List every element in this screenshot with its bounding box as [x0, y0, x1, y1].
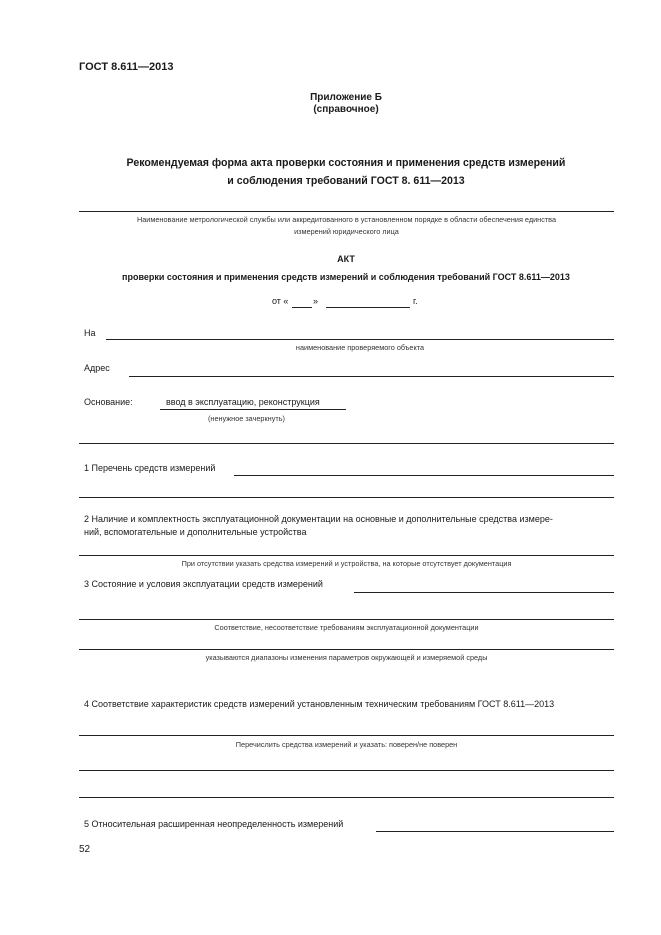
appendix-subtitle: (справочное)	[313, 104, 379, 115]
blank-line[interactable]	[79, 443, 614, 444]
na-label: На	[84, 328, 96, 338]
appendix-title: Приложение Б	[310, 92, 382, 103]
section-1-field[interactable]	[234, 475, 614, 476]
act-heading: АКТ	[337, 254, 355, 264]
form-title-line2: и соблюдения требований ГОСТ 8. 611—2013	[227, 175, 465, 187]
basis-field[interactable]	[160, 409, 346, 410]
address-field[interactable]	[129, 376, 614, 377]
date-suffix: г.	[413, 296, 418, 306]
org-caption-line1: Наименование метрологической службы или аккредитованного в установленном порядке в области обеспечения единства	[136, 215, 557, 224]
object-name-field[interactable]	[106, 339, 614, 340]
section-3-line2[interactable]	[79, 619, 614, 620]
date-day-field[interactable]	[292, 307, 312, 308]
section-3-caption1: Соответствие, несоответствие требованиям эксплуатационной документации	[214, 623, 479, 632]
section-1-line2[interactable]	[79, 497, 614, 498]
section-2-line2: ний, вспомогательные и дополнительные устройства	[84, 527, 307, 537]
page-number: 52	[79, 844, 91, 855]
section-5-field[interactable]	[376, 831, 614, 832]
basis-caption: (ненужное зачеркнуть)	[208, 414, 285, 423]
standard-header: ГОСТ 8.611—2013	[79, 61, 174, 73]
section-3-label: 3 Состояние и условия эксплуатации средств измерений	[84, 579, 323, 589]
section-4-line2[interactable]	[79, 770, 614, 771]
section-3-line3[interactable]	[79, 649, 614, 650]
org-name-line[interactable]	[79, 211, 614, 212]
basis-value: ввод в эксплуатацию, реконструкция	[166, 397, 320, 407]
section-5-label: 5 Относительная расширенная неопределенность измерений	[84, 819, 344, 829]
section-2-line1: 2 Наличие и комплектность эксплуатационной документации на основные и дополнительные средства измере-	[84, 514, 553, 524]
section-4-field[interactable]	[79, 735, 614, 736]
date-prefix: от «	[272, 296, 289, 306]
section-1-label: 1 Перечень средств измерений	[84, 463, 216, 473]
act-subheading: проверки состояния и применения средств измерений и соблюдения требований ГОСТ 8.611—2013	[122, 272, 570, 282]
section-2-field[interactable]	[79, 555, 614, 556]
date-month-field[interactable]	[326, 307, 410, 308]
basis-label: Основание:	[84, 397, 133, 407]
form-title-line1: Рекомендуемая форма акта проверки состояния и применения средств измерений	[126, 157, 566, 169]
section-4-caption: Перечислить средства измерений и указать: поверен/не поверен	[235, 740, 458, 749]
section-3-caption2: указываются диапазоны изменения параметров окружающей и измеряемой среды	[205, 653, 488, 662]
section-4-label: 4 Соответствие характеристик средств измерений установленным техническим требованиям ГОСТ 8.611—2013	[84, 699, 555, 709]
section-3-field[interactable]	[354, 592, 614, 593]
date-mid: »	[313, 296, 319, 306]
address-label: Адрес	[84, 363, 110, 373]
section-2-caption: При отсутствии указать средства измерений и устройства, на которые отсутствует документация	[181, 559, 512, 568]
org-caption-line2: измерений юридического лица	[294, 227, 399, 236]
section-4-line3[interactable]	[79, 797, 614, 798]
object-name-caption: наименование проверяемого объекта	[295, 343, 425, 352]
